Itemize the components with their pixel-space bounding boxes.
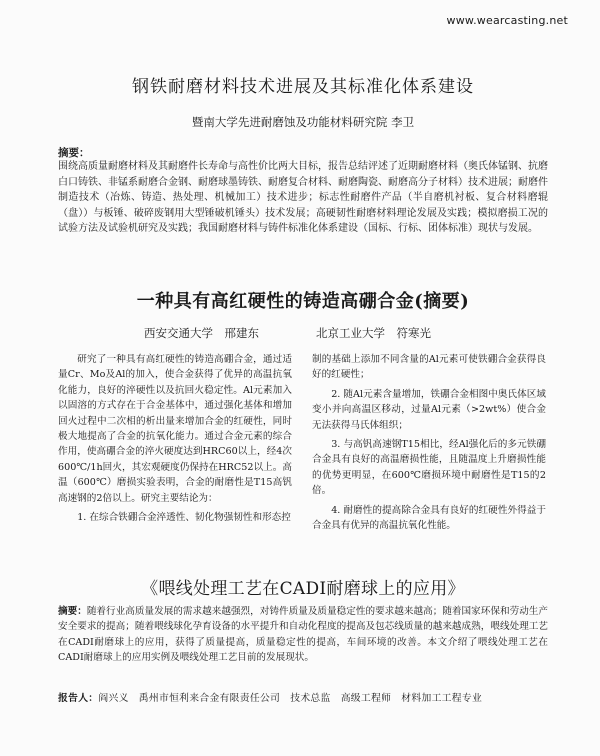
article1-abstract: 围绕高质量耐磨材料及其耐磨件长寿命与高性价比两大目标，报告总结评述了近期耐磨材料（奥氏体锰钢、抗磨白口铸铁、非锰系耐磨合金钢、耐磨球墨铸铁、耐磨复合材料、耐磨陶瓷、耐磨高分子材料）技术进展；耐磨件制造技术（冶炼、铸造、热处理、机械加工）技术进步；标志性耐磨件产品（半自磨机衬板、复合材料磨辊（盘））与板锤、破碎废钢用大型锤破机锤头）技术发展；高硬韧性耐磨材料理论发展及实践；模拟磨损工况的试验方法及试验机研究及实践；我国耐磨材料与铸件标准化体系建设（国标、行标、团体标准）现状与发展。	[58, 161, 548, 234]
article3-reporter	[58, 690, 548, 704]
reporter-label: 报告人：	[58, 693, 99, 704]
article2-right-column	[312, 352, 546, 537]
article1-byline: 暨南大学先进耐磨蚀及功能材料研究院 李卫	[191, 115, 415, 129]
article2-conclusion-2: 2. 随Al元素含量增加，铁硼合金相图中奥氏体区域变小并向高温区移动，过量Al元素（>2wt%）使合金无法获得马氏体组织；	[312, 388, 546, 431]
author-fu-hanguang: 北京工业大学 符寒光	[316, 326, 431, 340]
author-xing-jiandong: 西安交通大学 邢建东	[144, 326, 259, 340]
article2-left-column	[58, 352, 292, 529]
article1-title: 钢铁耐磨材料技术进展及其标准化体系建设	[132, 77, 474, 97]
article2-title: 一种具有高红硬性的铸造高硼合金(摘要)	[136, 291, 470, 312]
article1-abstract-label: 摘要：	[58, 147, 90, 159]
article2-conclusion-1-end: 制的基础上添加不同含量的Al元素可使铁硼合金获得良好的红硬性；	[312, 354, 546, 381]
article3-abstract-label: 摘要：	[58, 606, 87, 617]
article2-conclusion-4: 4. 耐磨性的提高除合金具有良好的红硬性外得益于合金具有优异的高温抗氧化性能。	[312, 504, 546, 532]
article3-abstract	[58, 604, 548, 666]
article2-conclusion-3: 3. 与高钒高速钢T15相比，经Al强化后的多元铁硼合金具有良好的高温磨损性能，且随温度上升磨损性能的优势更明显，在600℃磨损环境中耐磨性是T15的2倍。	[312, 439, 546, 497]
article3-title: 《喂线处理工艺在CADI耐磨球上的应用》	[141, 579, 465, 599]
reporter-info: 阎兴义 禹州市恒利来合金有限责任公司 技术总监 高级工程师 材料加工工程专业	[98, 693, 483, 704]
site-url[interactable]: www.wearcasting.net	[446, 14, 568, 27]
article2-left-paragraph: 研究了一种具有高红硬性的铸造高硼合金，通过适量Cr、Mo及Al的加入，使合金获得了优异的高温抗氧化能力，良好的淬硬性以及抗回火稳定性。Al元素加入以固溶的方式存在于合金基体中，通过强化基体和增加回火过程中二次相的析出量来增加合金的红硬性，同时极大地提高了合金的抗氧化能力。通过合金元素的综合作用，使高硼合金的淬火硬度达到HRC60以上，经4次600℃/1h回火，其宏观硬度仍保持在HRC52以上。高温（600℃）磨损实验表明，合金的耐磨性是T15高钒高速钢的2倍以上。研究主要结论为：	[58, 354, 292, 504]
article3-abstract-text: 随着行业高质量发展的需求越来越强烈，对铸件质量及质量稳定性的要求越来越高；随着国家环保和劳动生产安全要求的提高；随着喂线球化孕育设备的水平提升和自动化程度的提高及包芯线质量的越来越成熟，喂线处理工艺在CADI耐磨球上的应用，获得了质量提高，质量稳定性的提高，车间环境的改善。本文介绍了喂线处理工艺在CADI耐磨球上的应用实例及喂线处理工艺目前的发展现状。	[58, 606, 549, 664]
article2-conclusion-1-start: 1. 在综合铁硼合金淬透性、韧化物强韧性和形态控	[77, 512, 291, 524]
